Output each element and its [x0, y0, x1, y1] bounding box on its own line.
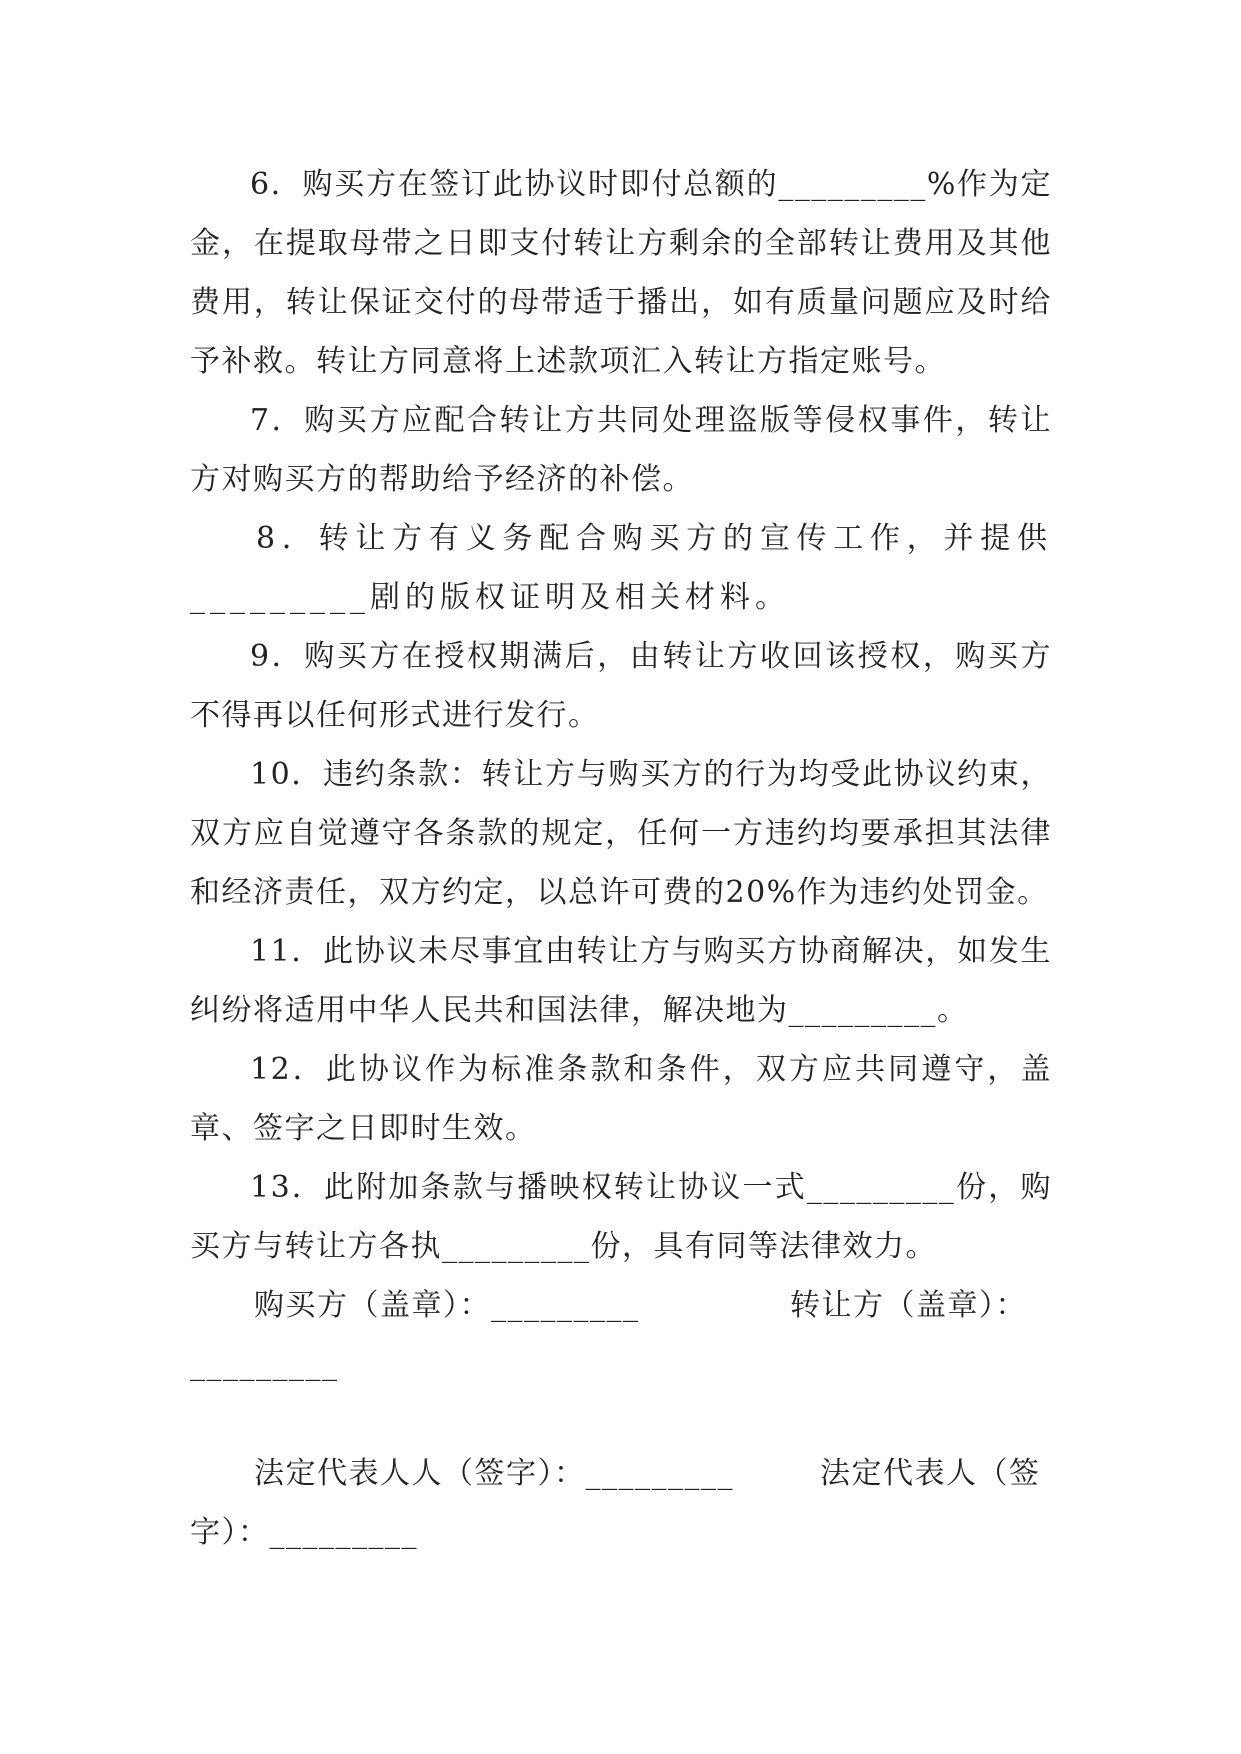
clause-7: 7．购买方应配合转让方共同处理盗版等侵权事件，转让方对购买方的帮助给予经济的补偿。 [190, 403, 1052, 497]
clause-6: 6．购买方在签订此协议时即付总额的_________%作为定金，在提取母带之日即支付转让方剩余的全部转让费用及其他费用，转让保证交付的母带适于播出，如有质量问题应及时给予补救。转让方同意将上述款项汇入转让方指定账号。 [190, 167, 1052, 379]
clause-11: 11．此协议未尽事宜由转让方与购买方协商解决，如发生纠纷将适用中华人民共和国法律，解决地为_________。 [190, 934, 1052, 1028]
seller-rep-label: 法定代表人（签 [820, 1456, 1041, 1491]
rep-line [190, 1444, 1052, 1503]
document-page [190, 155, 1052, 1562]
clause-10: 10．违约条款：转让方与购买方的行为均受此协议约束，双方应自觉遵守各条款的规定，任何一方违约均要承担其法律和经济责任，双方约定，以总许可费的20%作为违约处罚金。 [190, 757, 1052, 910]
spacer [190, 1394, 1052, 1444]
seller-seal-label: 转让方（盖章）： [790, 1288, 1027, 1323]
seal-line [190, 1276, 1052, 1335]
clause-13: 13．此附加条款与播映权转让协议一式_________份，购买方与转让方各执_________份，具有同等法律效力。 [190, 1170, 1052, 1264]
clause-12: 12．此协议作为标准条款和条件，双方应共同遵守，盖章、签字之日即时生效。 [190, 1052, 1052, 1146]
buyer-rep-label: 法定代表人人（签字）：_________ [254, 1456, 734, 1491]
clause-9: 9．购买方在授权期满后，由转让方收回该授权，购买方不得再以任何形式进行发行。 [190, 639, 1052, 733]
clause-8: 8．转让方有义务配合购买方的宣传工作，并提供_________剧的版权证明及相关材料。 [190, 521, 1052, 615]
buyer-seal-label: 购买方（盖章）：_________ [254, 1288, 640, 1323]
seller-seal-blank: _________ [190, 1347, 339, 1382]
seller-seal-blank-line [190, 1335, 1052, 1394]
seller-rep-cont-line [190, 1503, 1052, 1562]
seller-rep-cont: 字）：_________ [190, 1515, 418, 1550]
